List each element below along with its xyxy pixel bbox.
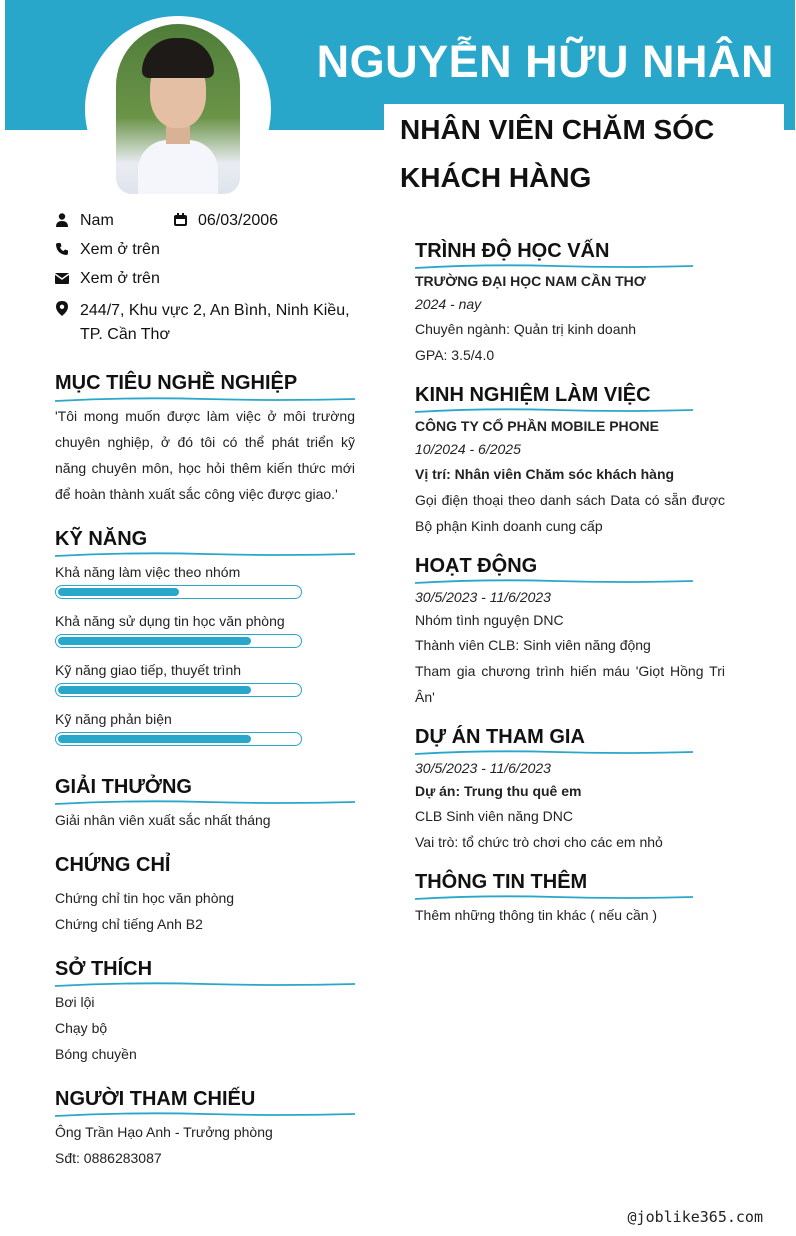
phone[interactable]: Xem ở trên — [80, 241, 160, 258]
projects-title: DỰ ÁN THAM GIA — [415, 726, 585, 748]
project-club: CLB Sinh viên năng DNC — [415, 808, 573, 824]
skill-label: Khả năng sử dụng tin học văn phòng — [55, 613, 285, 629]
experience-title: KINH NGHIỆM LÀM VIỆC — [415, 384, 651, 406]
company-name: CÔNG TY CỔ PHẦN MOBILE PHONE — [415, 418, 659, 434]
birthdate: 06/03/2006 — [198, 212, 279, 229]
email-row — [55, 270, 160, 288]
gender: Nam — [80, 212, 114, 229]
skills-title: KỸ NĂNG — [55, 528, 148, 550]
extra-text: Thêm những thông tin khác ( nếu cần ) — [415, 907, 658, 923]
hobbies-title: SỞ THÍCH — [55, 958, 153, 980]
job-title: NHÂN VIÊN CHĂM SÓC KHÁCH HÀNG — [400, 114, 715, 193]
skill-label: Kỹ năng phản biện — [55, 711, 172, 727]
education-title: TRÌNH ĐỘ HỌC VẤN — [415, 240, 610, 262]
references-title: NGƯỜI THAM CHIẾU — [55, 1088, 256, 1110]
section-underline — [55, 550, 357, 560]
activities-org: Nhóm tình nguyện DNC — [415, 612, 564, 628]
certificates-title: CHỨNG CHỈ — [55, 854, 171, 876]
experience-period: 10/2024 - 6/2025 — [415, 441, 521, 457]
section-underline — [415, 893, 695, 903]
person-icon — [55, 213, 69, 230]
hobby-item: Chạy bộ — [55, 1020, 108, 1036]
section-underline — [415, 406, 695, 416]
section-underline — [55, 1110, 357, 1120]
phone-icon — [55, 242, 69, 259]
school-name: TRƯỜNG ĐẠI HỌC NAM CẦN THƠ — [415, 273, 646, 289]
location-icon — [55, 299, 69, 323]
certificate-item: Chứng chỉ tiếng Anh B2 — [55, 916, 203, 932]
skill-label: Kỹ năng giao tiếp, thuyết trình — [55, 662, 242, 678]
gender-row — [55, 212, 114, 230]
position: Vị trí: Nhân viên Chăm sóc khách hàng — [415, 466, 675, 482]
address-row — [55, 299, 355, 347]
activities-role: Thành viên CLB: Sinh viên năng động — [415, 637, 651, 653]
skill-bar-fill — [58, 686, 251, 694]
skill-bar-fill — [58, 588, 179, 596]
gpa: GPA: 3.5/4.0 — [415, 347, 495, 363]
education-period: 2024 - nay — [415, 296, 482, 312]
job-title-box — [384, 104, 784, 204]
skill-bar — [55, 634, 302, 648]
hobby-item: Bơi lội — [55, 994, 95, 1010]
extra-title: THÔNG TIN THÊM — [415, 871, 588, 893]
activities-title: HOẠT ĐỘNG — [415, 555, 538, 577]
section-underline — [415, 748, 695, 758]
skill-bar-fill — [58, 735, 251, 743]
reference-item: Sđt: 0886283087 — [55, 1150, 162, 1166]
reference-item: Ông Trần Hạo Anh - Trưởng phòng — [55, 1124, 273, 1140]
experience-description: Gọi điện thoại theo danh sách Data có sẵn được Bộ phận Kinh doanh cung cấp — [415, 492, 725, 534]
objective-text: 'Tôi mong muốn được làm việc ở môi trường chuyên nghiệp, ở đó tôi có thể phát triển kỹ năng chuyên môn, học hỏi thêm kiến thức mới để hoàn thành xuất sắc công việc được giao.' — [55, 408, 355, 502]
skill-bar — [55, 732, 302, 746]
birthdate-row — [173, 212, 278, 230]
address: 244/7, Khu vực 2, An Bình, Ninh Kiều, TP. Cần Thơ — [80, 302, 350, 343]
objective-title: MỤC TIÊU NGHỀ NGHIỆP — [55, 372, 298, 394]
skill-bar — [55, 585, 302, 599]
award-item: Giải nhân viên xuất sắc nhất tháng — [55, 812, 271, 828]
profile-photo — [116, 24, 240, 194]
major: Chuyên ngành: Quản trị kinh doanh — [415, 321, 637, 337]
email[interactable]: Xem ở trên — [80, 270, 160, 287]
candidate-name: NGUYỄN HỮU NHÂN — [316, 36, 774, 87]
section-underline — [55, 980, 357, 990]
project-name: Dự án: Trung thu quê em — [415, 783, 582, 799]
certificate-item: Chứng chỉ tin học văn phòng — [55, 890, 235, 906]
avatar — [85, 16, 271, 202]
skill-bar-fill — [58, 637, 251, 645]
section-underline — [415, 262, 695, 272]
calendar-icon — [173, 213, 187, 229]
project-role: Vai trò: tổ chức trò chơi cho các em nhỏ — [415, 834, 663, 850]
activities-period: 30/5/2023 - 11/6/2023 — [415, 589, 551, 605]
skill-bar — [55, 683, 302, 697]
footer-site[interactable]: @joblike365.com — [627, 1208, 763, 1226]
projects-period: 30/5/2023 - 11/6/2023 — [415, 760, 551, 776]
phone-row — [55, 241, 160, 259]
awards-title: GIẢI THƯỞNG — [55, 776, 192, 798]
section-underline — [55, 798, 357, 808]
mail-icon — [55, 271, 69, 287]
skill-label: Khả năng làm việc theo nhóm — [55, 564, 241, 580]
hobby-item: Bóng chuyền — [55, 1046, 137, 1062]
activities-detail: Tham gia chương trình hiến máu 'Giọt Hồng Tri Ân' — [415, 663, 725, 705]
section-underline — [415, 577, 695, 587]
